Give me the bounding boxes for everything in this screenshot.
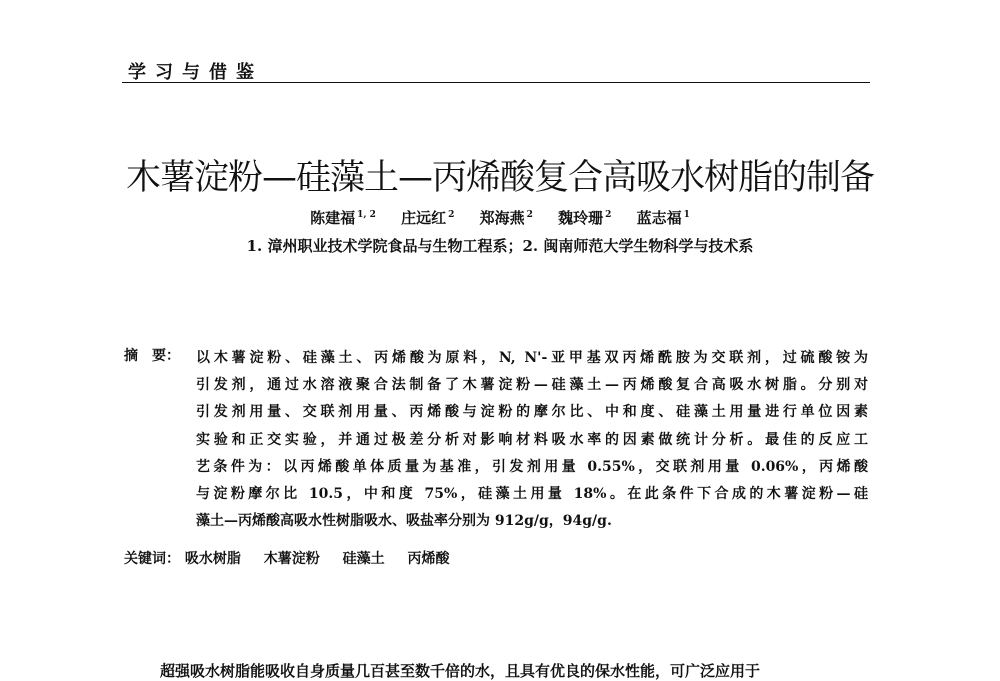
author-list xyxy=(0,207,1000,228)
paper-title: 木薯淀粉—硅藻土—丙烯酸复合高吸水树脂的制备 xyxy=(125,158,874,198)
author-name: 蓝志福 xyxy=(636,209,682,227)
author xyxy=(310,209,376,227)
author xyxy=(558,209,611,227)
keyword: 吸水树脂 xyxy=(184,551,241,567)
author-affiliation-mark: 2 xyxy=(605,210,612,220)
keyword: 丙烯酸 xyxy=(407,551,450,567)
author xyxy=(401,209,454,227)
section-label: 学习与借鉴 xyxy=(128,62,263,83)
author xyxy=(480,209,533,227)
abstract-line: 藻土—丙烯酸高吸水性树脂吸水、吸盐率分别为 912g/g，94g/g. xyxy=(196,513,612,530)
author-name: 魏玲珊 xyxy=(558,209,604,227)
author-affiliation-mark: 1 xyxy=(683,210,690,220)
keyword: 硅藻土 xyxy=(342,551,385,567)
abstract-line: 引发剂用量、交联剂用量、丙烯酸与淀粉的摩尔比、中和度、硅藻土用量进行单位因素 xyxy=(196,404,868,421)
header-rule xyxy=(122,82,870,83)
affiliation: 1. 漳州职业技术学院食品与生物工程系；2. 闽南师范大学生物科学与技术系 xyxy=(246,237,754,255)
abstract-line: 艺条件为：以丙烯酸单体质量为基准，引发剂用量 0.55%，交联剂用量 0.06%，丙烯酸 xyxy=(196,458,868,475)
abstract-line: 与淀粉摩尔比 10.5，中和度 75%，硅藻土用量 18%。在此条件下合成的木薯淀粉—硅 xyxy=(196,485,868,502)
author-name: 郑海燕 xyxy=(479,209,525,227)
author-affiliation-mark: 1, 2 xyxy=(357,210,376,220)
abstract-body xyxy=(196,345,868,535)
abstract-line: 实验和正交实验，并通过极差分析对影响材料吸水率的因素做统计分析。最佳的反应工 xyxy=(196,431,868,448)
author-name: 庄远红 xyxy=(401,209,447,227)
abstract-line: 以木薯淀粉、硅藻土、丙烯酸为原料，N, N'-亚甲基双丙烯酰胺为交联剂，过硫酸铵为 xyxy=(196,350,868,366)
author-name: 陈建福 xyxy=(310,209,356,227)
body-paragraph: 超强吸水树脂能吸收自身质量几百甚至数千倍的水，且具有优良的保水性能，可广泛应用于 xyxy=(160,662,761,680)
author-affiliation-mark: 2 xyxy=(526,210,533,220)
abstract-label: 摘 要： xyxy=(124,348,180,364)
author-affiliation-mark: 2 xyxy=(448,210,455,220)
abstract-line: 引发剂，通过水溶液聚合法制备了木薯淀粉—硅藻土—丙烯酸复合高吸水树脂。分别对 xyxy=(196,377,868,394)
keywords xyxy=(124,548,468,568)
keyword: 木薯淀粉 xyxy=(263,551,320,567)
author xyxy=(637,209,690,227)
keywords-label: 关键词： xyxy=(124,551,180,567)
